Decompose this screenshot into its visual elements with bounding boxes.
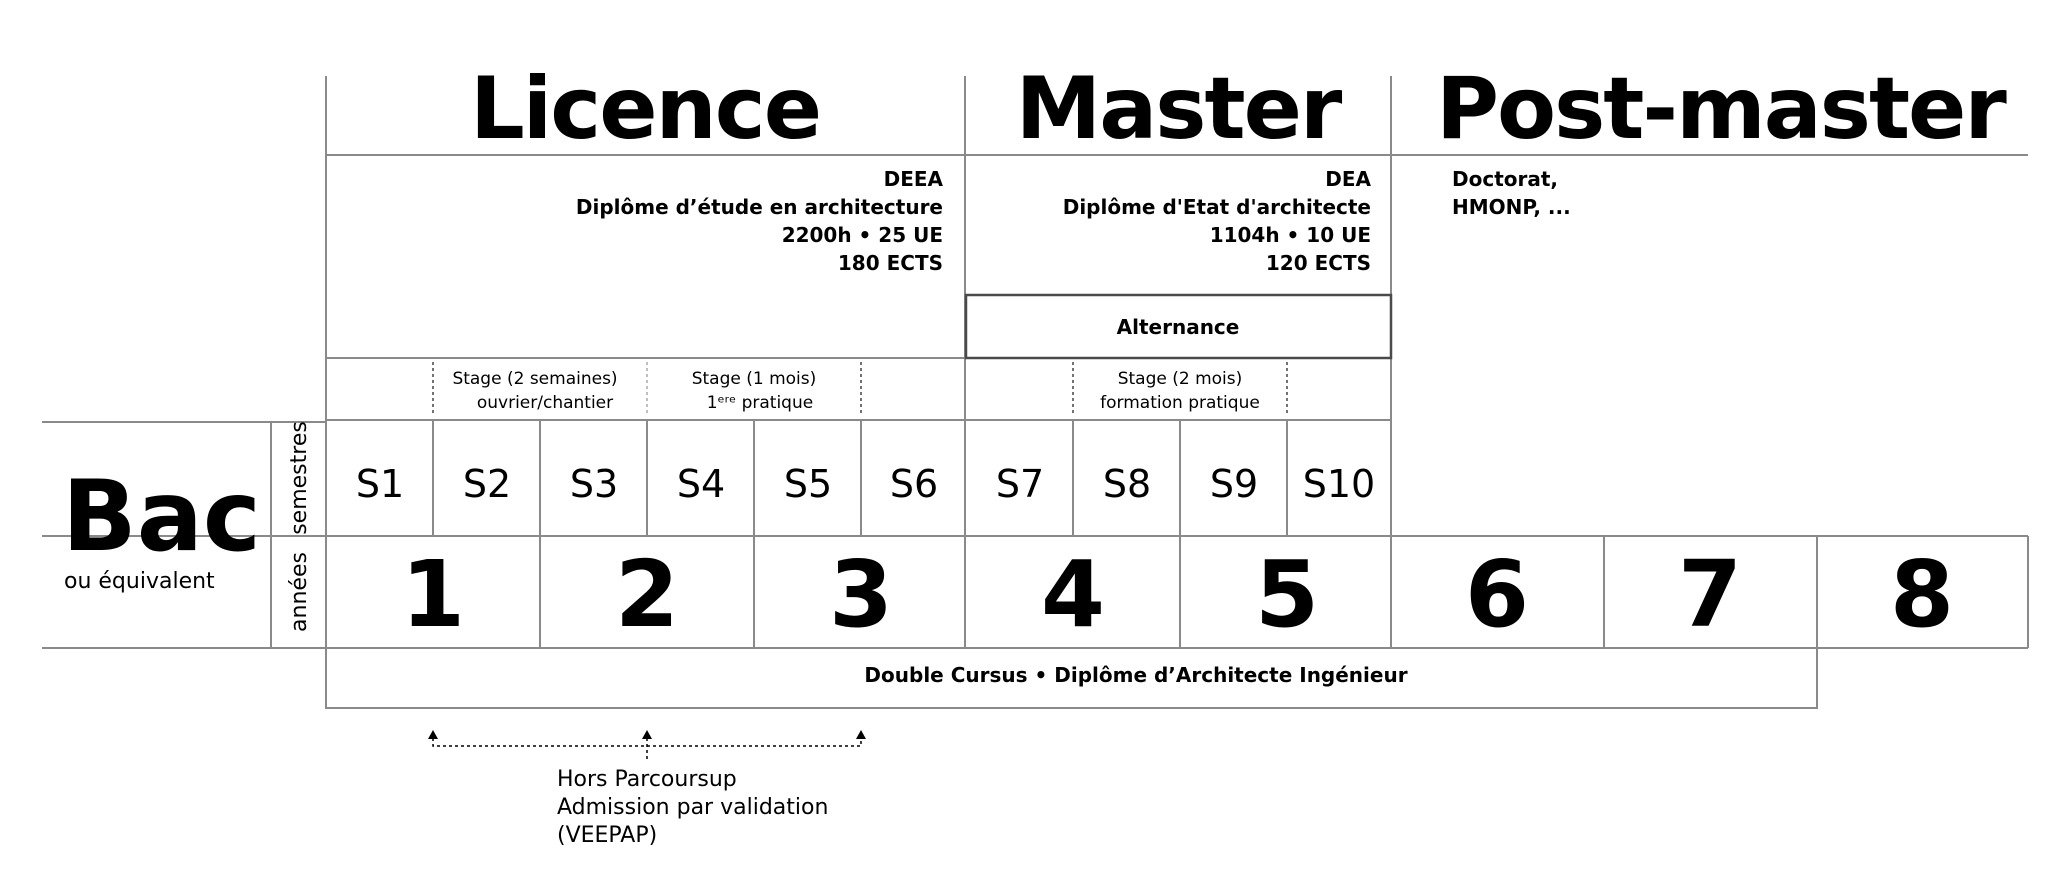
semester-row [356, 462, 1375, 506]
arrow-up-icon [428, 730, 438, 739]
semester-s9: S9 [1209, 462, 1259, 506]
year-7: 7 [1677, 541, 1743, 648]
licence-title: Licence [469, 59, 821, 159]
licence-diploma-code: DEEA [883, 167, 943, 191]
arrow-up-icon [856, 730, 866, 739]
admission-note [557, 767, 828, 848]
year-1: 1 [400, 541, 466, 648]
year-row [401, 541, 1954, 648]
semester-s8: S8 [1102, 462, 1152, 506]
master-hours: 1104h • 10 UE [1209, 223, 1371, 247]
licence-info [576, 167, 944, 275]
semester-s3: S3 [569, 462, 619, 506]
post-master-line-2: HMONP, ... [1452, 195, 1571, 219]
licence-diploma-name: Diplôme d’étude en architecture [575, 195, 943, 219]
master-ects: 120 ECTS [1265, 251, 1371, 275]
semester-s2: S2 [462, 462, 512, 506]
semester-s4: S4 [676, 462, 726, 506]
internship-3-line-2: formation pratique [1100, 393, 1260, 413]
post-master-title: Post-master [1436, 59, 2005, 159]
licence-ects: 180 ECTS [837, 251, 943, 275]
semester-s7: S7 [995, 462, 1045, 506]
internship-2-line-1: Stage (1 mois) [691, 369, 817, 389]
master-diploma-code: DEA [1325, 167, 1371, 191]
semester-s5: S5 [783, 462, 833, 506]
licence-hours: 2200h • 25 UE [781, 223, 943, 247]
double-cursus-label: Double Cursus • Diplôme d’Architecte Ingénieur [864, 663, 1408, 687]
year-8: 8 [1889, 541, 1955, 648]
master-diploma-name: Diplôme d'Etat d'architecte [1062, 195, 1371, 219]
arrow-up-icon [642, 730, 652, 739]
admission-note-line-1: Hors Parcoursup [557, 767, 737, 792]
master-title: Master [1015, 59, 1341, 159]
internships [452, 369, 1259, 413]
post-master-info [1452, 167, 1571, 219]
admission-note-line-3: (VEEPAP) [557, 823, 658, 848]
semester-s1: S1 [355, 462, 405, 506]
semester-s10: S10 [1302, 462, 1376, 506]
admission-note-line-2: Admission par validation [557, 795, 829, 820]
alternance-label: Alternance [1116, 315, 1240, 339]
internship-2-line-2: 1ᵉʳᵉ pratique [706, 393, 814, 413]
semester-s6: S6 [889, 462, 939, 506]
master-info [1063, 167, 1372, 275]
internship-1-line-2: ouvrier/chantier [476, 393, 614, 413]
year-2: 2 [614, 541, 680, 648]
year-5: 5 [1254, 541, 1320, 648]
bac-subtitle: ou équivalent [64, 569, 215, 594]
year-4: 4 [1040, 541, 1106, 648]
internship-3-line-1: Stage (2 mois) [1117, 369, 1243, 389]
admission-bracket [428, 730, 866, 760]
years-side-label: années [287, 552, 312, 632]
bac-title: Bac [62, 460, 261, 574]
year-6: 6 [1464, 541, 1530, 648]
semesters-side-label: semestres [287, 421, 312, 535]
post-master-line-1: Doctorat, [1452, 167, 1559, 191]
year-3: 3 [828, 541, 894, 648]
internship-1-line-1: Stage (2 semaines) [452, 369, 618, 389]
